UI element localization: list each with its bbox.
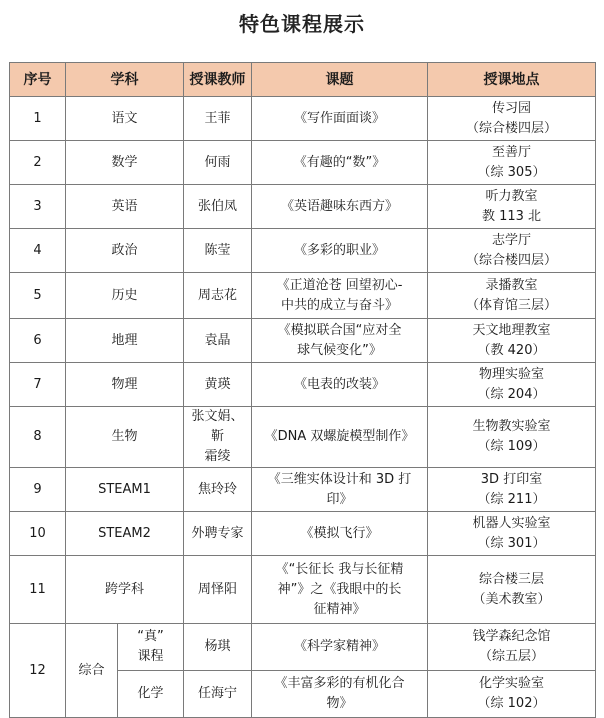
cell-topic-line: 《正道沧苍 回望初心- — [276, 277, 403, 293]
cell-location — [428, 273, 596, 319]
cell-topic-line: 《三维实体设计和 3D 打 — [267, 471, 412, 487]
cell-topic-line: 球气候变化”》 — [297, 342, 382, 358]
table-row — [10, 229, 596, 273]
cell-location — [428, 97, 596, 141]
cell-subject: 生物 — [66, 407, 184, 468]
table-row — [10, 319, 596, 363]
table-row — [10, 185, 596, 229]
table-row — [10, 624, 596, 671]
cell-location-line: （教 420） — [477, 342, 546, 358]
cell-no: 1 — [10, 97, 66, 141]
cell-location — [428, 556, 596, 624]
cell-location — [428, 363, 596, 407]
cell-location-line: （综 102） — [477, 696, 546, 711]
cell-location — [428, 512, 596, 556]
header-teacher: 授课教师 — [184, 63, 252, 97]
cell-subject: 语文 — [66, 97, 184, 141]
cell-no: 8 — [10, 407, 66, 468]
cell-no: 11 — [10, 556, 66, 624]
cell-subject: STEAM2 — [66, 512, 184, 556]
cell-sub-course-line: “真” — [137, 629, 164, 644]
cell-location — [428, 141, 596, 185]
cell-sub-course-line: 课程 — [137, 649, 164, 664]
cell-no: 2 — [10, 141, 66, 185]
cell-location — [428, 468, 596, 512]
cell-no: 6 — [10, 319, 66, 363]
cell-teacher-line: 霜绫 — [204, 449, 231, 464]
cell-sub-course-line: 化学 — [137, 686, 164, 701]
cell-subject: STEAM1 — [66, 468, 184, 512]
cell-subject: 综合 — [66, 624, 118, 718]
cell-topic-line: 《模拟联合国“应对全 — [277, 322, 402, 338]
cell-location-line: 听力教室 — [485, 188, 538, 204]
cell-teacher: 杨琪 — [184, 624, 252, 671]
cell-subject: 政治 — [66, 229, 184, 273]
cell-teacher: 焦玲玲 — [184, 468, 252, 512]
cell-topic: 《DNA 双螺旋模型制作》 — [252, 407, 428, 468]
cell-topic: 《有趣的“数”》 — [252, 141, 428, 185]
cell-topic-line: 《“长征长 我与长征精 — [275, 561, 404, 577]
cell-topic — [252, 556, 428, 624]
cell-location-line: （综合楼四层） — [465, 120, 557, 136]
cell-teacher: 黄瑛 — [184, 363, 252, 407]
cell-location-line: 物理实验室 — [478, 366, 544, 382]
cell-topic: 《多彩的职业》 — [252, 229, 428, 273]
cell-teacher: 王菲 — [184, 97, 252, 141]
cell-topic: 《模拟飞行》 — [252, 512, 428, 556]
cell-teacher: 陈莹 — [184, 229, 252, 273]
header-topic: 课题 — [252, 63, 428, 97]
cell-location-line: （综合楼四层） — [465, 252, 557, 268]
table-row — [10, 556, 596, 624]
table-header-row — [10, 63, 596, 97]
cell-topic-line: 神”》之《我眼中的长 — [277, 581, 402, 597]
cell-subject: 跨学科 — [66, 556, 184, 624]
course-table — [9, 62, 596, 718]
cell-topic — [252, 319, 428, 363]
cell-location — [428, 319, 596, 363]
table-row — [10, 363, 596, 407]
cell-location-line: （综 204） — [477, 386, 546, 402]
cell-location-line: 天文地理教室 — [472, 322, 551, 338]
table-row — [10, 273, 596, 319]
table-row — [10, 512, 596, 556]
cell-subject: 英语 — [66, 185, 184, 229]
cell-teacher: 张伯凤 — [184, 185, 252, 229]
cell-teacher: 周怿阳 — [184, 556, 252, 624]
cell-location — [428, 407, 596, 468]
cell-topic: 《科学家精神》 — [252, 624, 428, 671]
cell-location-line: 志学厅 — [491, 232, 531, 248]
table-row — [10, 407, 596, 468]
cell-location-line: （美术教室） — [472, 591, 551, 607]
cell-location-line: 录播教室 — [485, 277, 538, 293]
cell-teacher: 周志花 — [184, 273, 252, 319]
cell-topic-line: 征精神》 — [313, 601, 366, 617]
cell-topic-line: 《丰富多彩的有机化合 — [274, 676, 405, 691]
cell-no: 10 — [10, 512, 66, 556]
cell-topic: 《写作面面谈》 — [252, 97, 428, 141]
cell-location-line: （体育馆三层） — [465, 297, 557, 313]
table-row — [10, 468, 596, 512]
cell-location-line: （综 301） — [477, 535, 546, 551]
cell-location-line: 生物教实验室 — [472, 419, 551, 434]
cell-location-line: 教 113 北 — [481, 208, 542, 224]
cell-no: 5 — [10, 273, 66, 319]
cell-topic-line: 印》 — [326, 491, 353, 507]
table-body — [10, 97, 596, 718]
cell-sub-course — [118, 671, 184, 718]
cell-topic — [252, 273, 428, 319]
cell-location-line: 化学实验室 — [478, 676, 544, 691]
cell-subject: 地理 — [66, 319, 184, 363]
cell-location-line: 3D 打印室 — [480, 471, 543, 487]
page-title: 特色课程展示 — [239, 12, 365, 36]
table-row — [10, 141, 596, 185]
cell-subject: 历史 — [66, 273, 184, 319]
cell-no: 7 — [10, 363, 66, 407]
table-row — [10, 97, 596, 141]
cell-teacher: 外聘专家 — [184, 512, 252, 556]
cell-topic: 《电表的改装》 — [252, 363, 428, 407]
cell-location — [428, 671, 596, 718]
header-no: 序号 — [10, 63, 66, 97]
cell-no: 9 — [10, 468, 66, 512]
cell-teacher — [184, 407, 252, 468]
cell-teacher: 袁晶 — [184, 319, 252, 363]
cell-topic — [252, 468, 428, 512]
cell-sub-course — [118, 624, 184, 671]
cell-location-line: （综五层） — [478, 649, 544, 664]
cell-subject: 数学 — [66, 141, 184, 185]
cell-location-line: 机器人实验室 — [472, 515, 551, 531]
cell-location-line: （综 211） — [477, 491, 546, 507]
cell-topic: 《英语趣味东西方》 — [252, 185, 428, 229]
cell-no: 12 — [10, 624, 66, 718]
cell-teacher: 何雨 — [184, 141, 252, 185]
cell-location-line: 钱学森纪念馆 — [472, 629, 551, 644]
cell-location-line: 传习园 — [491, 100, 531, 116]
cell-no: 3 — [10, 185, 66, 229]
cell-teacher: 任海宁 — [184, 671, 252, 718]
cell-topic-line: 物》 — [326, 696, 353, 711]
cell-location — [428, 229, 596, 273]
cell-location-line: （综 109） — [477, 439, 546, 454]
cell-teacher-line: 张文娟、靳 — [191, 409, 244, 444]
cell-location — [428, 624, 596, 671]
cell-topic — [252, 671, 428, 718]
header-location: 授课地点 — [428, 63, 596, 97]
cell-location-line: 综合楼三层 — [478, 571, 544, 587]
cell-location-line: 至善厅 — [491, 144, 531, 160]
cell-no: 4 — [10, 229, 66, 273]
cell-location-line: （综 305） — [477, 164, 546, 180]
cell-location — [428, 185, 596, 229]
cell-subject: 物理 — [66, 363, 184, 407]
cell-topic-line: 中共的成立与奋斗》 — [280, 297, 398, 313]
header-subject: 学科 — [66, 63, 184, 97]
